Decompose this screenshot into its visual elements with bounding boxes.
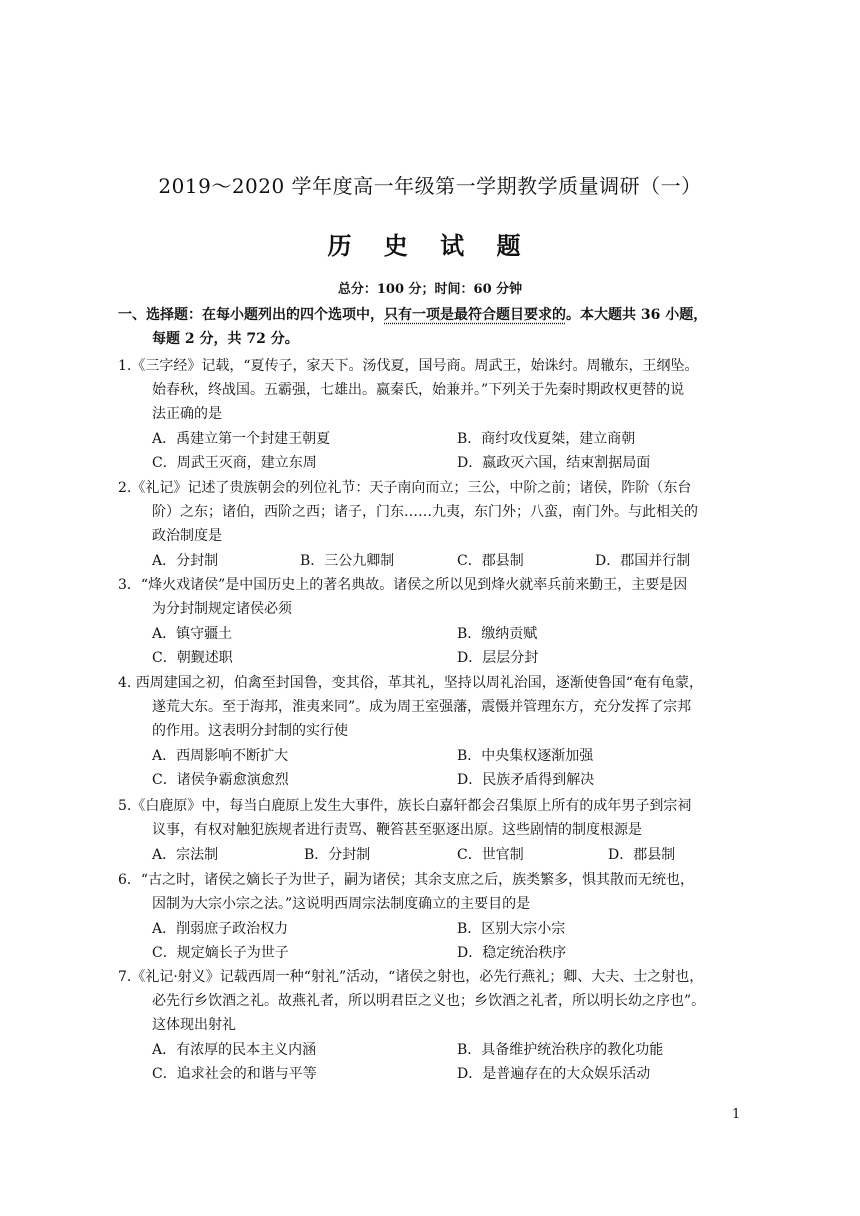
option-c: C．周武王灭商，建立东周 — [152, 455, 317, 471]
option-a: A．宗法制 — [152, 847, 219, 863]
option-a: A．西周影响不断扩大 — [152, 748, 289, 764]
question-line: 为分封制规定诸侯必须 — [152, 601, 292, 617]
option-c: C．追求社会的和谐与平等 — [152, 1066, 317, 1082]
option-c: C．朝觐述职 — [152, 650, 233, 666]
question-line: 遂荒大东。至于海邦，淮夷来同”。成为周王室强藩，震慑并管理东方，充分发挥了宗邦 — [152, 699, 692, 715]
question-line: 7.《礼记·射义》记载西周一种“射礼”活动，“诸侯之射也，必先行燕礼；卿、大夫、士之射也， — [118, 969, 704, 985]
question-line: 1.《三字经》记载，“夏传子，家天下。汤伐夏，国号商。周武王，始诛纣。周辙东，王纲坠。 — [118, 358, 699, 374]
question-line: 2.《礼记》记述了贵族朝会的列位礼节：天子南向而立；三公，中阶之前；诸侯，阼阶（东台 — [118, 480, 692, 496]
option-c: C．诸侯争霸愈演愈烈 — [152, 772, 289, 788]
option-b: B．中央集权逐渐加强 — [457, 748, 594, 764]
subject-title: 历 史 试 题 — [327, 231, 533, 260]
option-a: A．禹建立第一个封建王朝夏 — [152, 431, 331, 447]
question-line: 必先行乡饮酒之礼。故燕礼者，所以明君臣之义也；乡饮酒之礼者，所以明长幼之序也”。 — [152, 993, 706, 1009]
option-d: D．稳定统治秩序 — [457, 945, 567, 961]
option-c: C．世官制 — [457, 847, 524, 863]
option-d: D．郡国并行制 — [595, 553, 691, 569]
question-line: 政治制度是 — [152, 528, 222, 544]
question-line: 始春秋，终战国。五霸强，七雄出。嬴秦氏，始兼并。”下列关于先秦时期政权更替的说 — [152, 382, 685, 398]
question-line: 阶）之东；诸伯，西阶之西；诸子，门东……九夷，东门外；八蛮，南门外。与此相关的 — [152, 504, 698, 520]
option-c: C．郡县制 — [457, 553, 524, 569]
option-d: D．是普遍存在的大众娱乐活动 — [457, 1066, 651, 1082]
section-text-c: 。本大题共 36 小题， — [566, 307, 708, 323]
exam-meta: 总分：100 分；时间：60 分钟 — [337, 282, 523, 297]
option-b: B．具备维护统治秩序的教化功能 — [457, 1042, 664, 1058]
option-a: A．分封制 — [152, 553, 219, 569]
question-line: 6．“古之时，诸侯之嫡长子为世子，嗣为诸侯；其余支庶之后，族类繁多，惧其散而无统也， — [118, 872, 695, 888]
option-b: B．缴纳贡赋 — [457, 626, 538, 642]
question-line: 法正确的是 — [152, 406, 222, 422]
question-line: 因制为大宗小宗之法。”这说明西周宗法制度确立的主要目的是 — [152, 896, 531, 912]
question-line: 3．“烽火戏诸侯”是中国历史上的著名典故。诸侯之所以见到烽火就率兵前来勤王，主要是因 — [118, 577, 688, 593]
option-c: C．规定嫡长子为世子 — [152, 945, 289, 961]
option-a: A．镇守疆土 — [152, 626, 233, 642]
section-line-1 — [118, 304, 707, 324]
option-a: A．有浓厚的民本主义内涵 — [152, 1042, 317, 1058]
section-line-2: 每题 2 分，共 72 分。 — [152, 331, 299, 347]
page-number: 1 — [732, 1107, 741, 1122]
option-d: D．郡县制 — [608, 847, 676, 863]
option-d: D．层层分封 — [457, 650, 539, 666]
section-emphasis: 只有一项是最符合题目要求的 — [384, 307, 566, 323]
option-a: A．削弱庶子政治权力 — [152, 921, 289, 937]
exam-title: 2019～2020 学年度高一年级第一学期教学质量调研（一） — [158, 174, 702, 198]
option-b: B．三公九卿制 — [300, 553, 395, 569]
question-line: 这体现出射礼 — [152, 1017, 236, 1033]
question-line: 4. 西周建国之初，伯禽至封国鲁，变其俗，革其礼，坚持以周礼治国，逐渐使鲁国“奄有龟蒙， — [118, 675, 703, 691]
option-b: B．区别大宗小宗 — [457, 921, 566, 937]
option-d: D．嬴政灭六国，结束割据局面 — [457, 455, 651, 471]
option-b: B．商纣攻伐夏桀，建立商朝 — [457, 431, 636, 447]
option-d: D．民族矛盾得到解决 — [457, 772, 595, 788]
question-line: 议事，有权对触犯族规者进行责骂、鞭笞甚至驱逐出原。这些剧情的制度根源是 — [152, 822, 642, 838]
option-b: B．分封制 — [304, 847, 371, 863]
question-line: 的作用。这表明分封制的实行使 — [152, 723, 348, 739]
question-line: 5.《白鹿原》中，每当白鹿原上发生大事件，族长白嘉轩都会召集原上所有的成年男子到宗祠 — [118, 798, 692, 814]
section-text-a: 一、选择题：在每小题列出的四个选项中， — [118, 307, 384, 323]
